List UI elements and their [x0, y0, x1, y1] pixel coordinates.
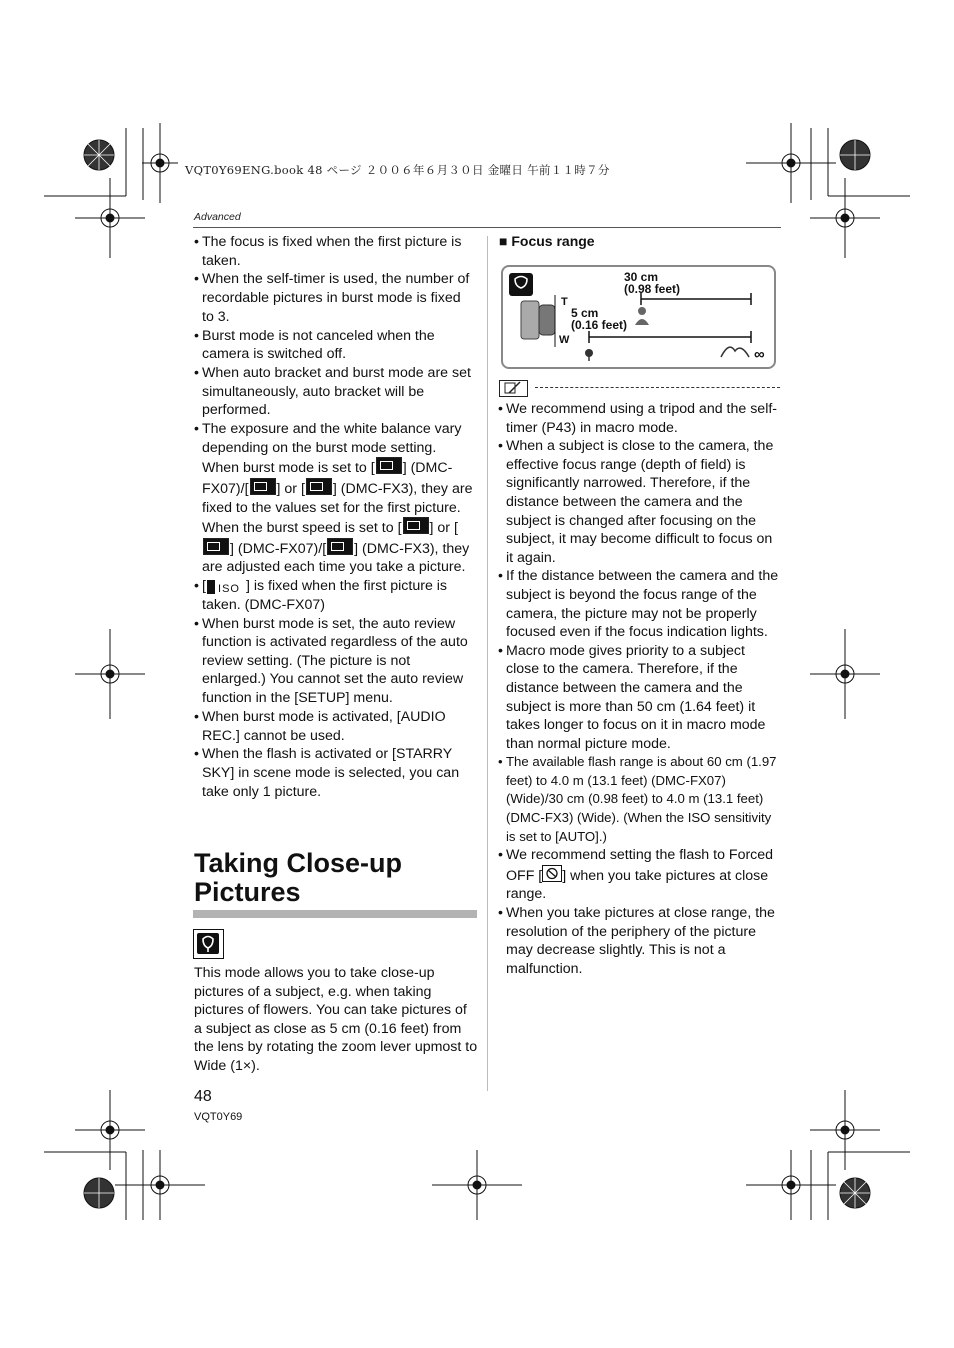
burst-high-icon	[376, 457, 402, 474]
wide-distance: 5 cm	[571, 306, 599, 320]
text: ] (DMC-FX07)/[	[202, 460, 453, 497]
left-bullet-list	[194, 233, 476, 801]
note-divider	[535, 387, 780, 388]
page-number: 48	[194, 1088, 212, 1105]
text: ] or [	[429, 520, 458, 537]
text: When the burst speed is set to [	[202, 520, 402, 537]
text: ] (DMC-FX3), they are adjusted each time you take a picture.	[202, 540, 470, 576]
bullet-item: • When the flash is activated or [STARRY SKY] in scene mode is selected, you can take only 1 picture.	[194, 745, 476, 801]
note-icon	[499, 380, 528, 397]
bullet-item-exposure	[194, 420, 476, 577]
burst-unlimited-icon	[403, 517, 429, 534]
title-rule	[193, 910, 477, 918]
text: ] when you take pictures at close range.	[506, 867, 769, 903]
intro-paragraph: This mode allows you to take close-up pictures of a subject, e.g. when taking pictures of flowers. You can take pictures of a subject as close as 5 cm (0.16 feet) from the lens by rotating the zoom lever upmost to Wide (1×).	[194, 965, 478, 1074]
mountain-icon	[721, 347, 749, 357]
burst-paragraph-1	[202, 460, 472, 515]
text: [	[202, 578, 206, 595]
bullet-item-flash-range: • The available flash range is about 60 cm (1.97 feet) to 4.0 m (13.1 feet) (DMC-FX07) (Wide)/30 cm (0.98 feet) to 4.0 m (13.1 feet) (DMC-FX3) (Wide). (When the ISO sensitivity is set to [AUTO].)	[498, 753, 781, 846]
bullet-item: • Burst mode is not canceled when the camera is switched off.	[194, 327, 476, 364]
bullet-item: • When the self-timer is used, the number of recordable pictures in burst mode is fixed to 3.	[194, 270, 476, 326]
text: When burst mode is set to [	[202, 460, 375, 477]
bullet-item: • We recommend using a tripod and the self-timer (P43) in macro mode.	[498, 400, 781, 437]
header-rule	[193, 227, 781, 228]
section-title: Taking Close-up Pictures	[194, 848, 403, 907]
bullet-item-iso	[194, 577, 476, 614]
bullet-item-flash-off	[498, 846, 781, 904]
burst-low-icon	[203, 538, 229, 555]
document-code: VQT0Y69	[194, 1111, 243, 1123]
wide-distance-feet: (0.16 feet)	[571, 318, 628, 332]
burst-low-icon	[306, 478, 332, 495]
macro-mode-icon	[193, 929, 224, 959]
camera-icon	[521, 301, 539, 339]
burst-unlimited-icon	[327, 538, 353, 555]
intelligent-iso-icon	[207, 580, 245, 595]
column-divider	[487, 236, 488, 1091]
infinity-symbol: ∞	[754, 346, 765, 363]
bullet-item: • When burst mode is activated, [AUDIO REC.] cannot be used.	[194, 708, 476, 745]
burst-paragraph-2	[202, 520, 469, 575]
text: We recommend setting the flash to Forced OFF [	[506, 847, 774, 884]
bullet-item: • When a subject is close to the camera, the effective focus range (depth of field) is significantly narrowed. Therefore, if the distance between the camera and the subject is changed after focusing on the subject, it may become difficult to focus on it again.	[498, 437, 781, 567]
burst-high-icon	[250, 478, 276, 495]
flash-off-icon	[542, 865, 562, 882]
bullet-item: • If the distance between the camera and the subject is beyond the focus range of the camera, the picture may not be properly focused even if the focus indication lights.	[498, 567, 781, 641]
text: ] is fixed when the first picture is taken. (DMC-FX07)	[202, 578, 448, 613]
text: ] (DMC-FX07)/[	[230, 540, 327, 557]
section-label: Advanced	[194, 211, 241, 223]
person-icon	[638, 307, 646, 315]
tele-distance-feet: (0.98 feet)	[624, 282, 681, 296]
text: ] (DMC-FX3), they are fixed to the values set for the first picture.	[202, 480, 473, 516]
bullet-item: • When you take pictures at close range, the resolution of the periphery of the picture may decrease slightly. This is not a malfunction.	[498, 904, 781, 978]
tele-distance: 30 cm	[624, 270, 659, 284]
focus-range-diagram	[501, 265, 776, 369]
focus-range-heading: ■ Focus range	[499, 233, 595, 249]
right-bullet-list	[498, 400, 781, 978]
tele-label: T	[561, 296, 568, 308]
print-file-header: VQT0Y69ENG.book 48 ページ ２００６年６月３０日 金曜日 午前１１時７分	[185, 163, 610, 177]
bullet-item: • The focus is fixed when the first picture is taken.	[194, 233, 476, 270]
iso-label: ISO	[218, 583, 240, 596]
bullet-item: • When auto bracket and burst mode are set simultaneously, auto bracket will be performed.	[194, 364, 476, 420]
bullet-item: • When burst mode is set, the auto review function is activated regardless of the auto review setting. (The picture is not enlarged.) You cannot set the auto review function in the [SETUP] menu.	[194, 615, 476, 708]
text: ] or [	[276, 480, 305, 497]
wide-label: W	[559, 334, 570, 346]
bullet-item: • Macro mode gives priority to a subject close to the camera. Therefore, if the distance between the camera and the subject is more than 50 cm (1.64 feet) it takes longer to focus on it in macro mode than normal picture mode.	[498, 642, 781, 754]
bullet-text: The exposure and the white balance vary depending on the burst mode setting.	[202, 421, 462, 456]
